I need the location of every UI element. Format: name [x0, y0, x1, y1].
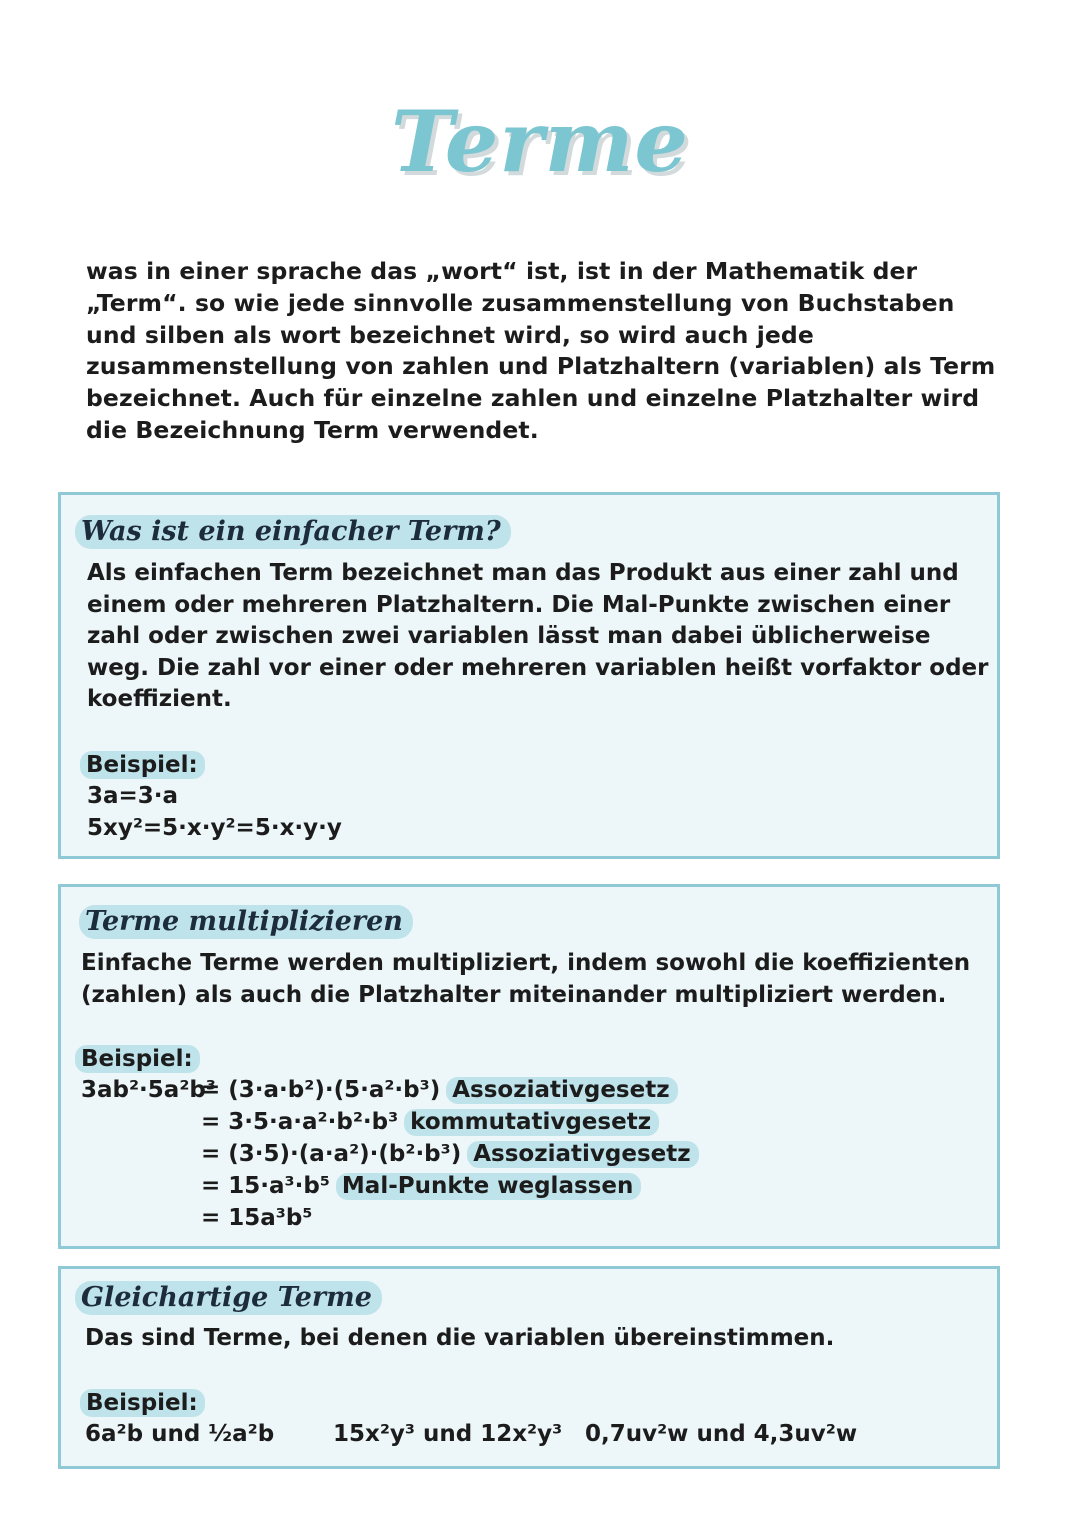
example-label: Beispiel:	[80, 751, 205, 779]
law-label: Assoziativgesetz	[446, 1077, 677, 1104]
equation-step	[201, 1075, 678, 1106]
section-multiply-terms	[58, 884, 1000, 1249]
step-expression: = 15a³b⁵	[201, 1205, 313, 1231]
equation-step	[201, 1139, 699, 1170]
equation-step	[201, 1107, 659, 1138]
section-text: Als einfachen Term bezeichnet man das Produkt aus einer zahl und einem oder mehreren Platzhaltern. Die Mal-Punkte zwischen einer zahl oder zwischen zwei variablen lässt man dabei üblicherweise weg. Die zahl vor einer oder mehreren variablen heißt vorfaktor oder koeffizient.	[87, 560, 989, 712]
step-expression: = 15·a³·b⁵	[201, 1173, 330, 1199]
example-line: 5xy²=5·x·y²=5·x·y·y	[87, 815, 342, 841]
section-text: Das sind Terme, bei denen die variablen übereinstimmen.	[85, 1325, 835, 1351]
law-label: Assoziativgesetz	[467, 1141, 698, 1168]
section-simple-term	[58, 492, 1000, 859]
section-heading: Terme multiplizieren	[79, 905, 413, 939]
equation-step	[201, 1203, 312, 1234]
example-item: 0,7uv²w und 4,3uv²w	[585, 1421, 858, 1447]
section-heading: Was ist ein einfacher Term?	[75, 515, 511, 549]
intro-paragraph: was in einer sprache das „wort“ ist, ist in der Mathematik der „Term“. so wie jede sinnvolle zusammenstellung von Buchstaben und silben als wort bezeichnet wird, so wird auch jede zusammenstellung von zahlen und Platzhaltern (variablen) als Term bezeichnet. Auch für einzelne zahlen und einzelne Platzhalter wird die Bezeichnung Term verwendet.	[86, 257, 996, 444]
equation-step	[201, 1171, 641, 1202]
section-similar-terms	[58, 1266, 1000, 1469]
example-line: 3a=3·a	[87, 783, 179, 809]
law-label: Mal-Punkte weglassen	[336, 1173, 641, 1200]
equation-lhs: 3ab²·5a²b³	[81, 1077, 216, 1103]
step-expression: = (3·5)·(a·a²)·(b²·b³)	[201, 1141, 462, 1167]
page-title: Terme	[391, 92, 689, 191]
step-expression: = 3·5·a·a²·b²·b³	[201, 1109, 399, 1135]
example-item: 6a²b und ½a²b	[85, 1421, 275, 1447]
law-label: kommutativgesetz	[404, 1109, 659, 1136]
step-expression: = (3·a·b²)·(5·a²·b³)	[201, 1077, 441, 1103]
example-label: Beispiel:	[75, 1045, 200, 1073]
section-heading: Gleichartige Terme	[75, 1281, 382, 1315]
example-label: Beispiel:	[80, 1389, 205, 1417]
section-text: Einfache Terme werden multipliziert, indem sowohl die koeffizienten (zahlen) als auch die Platzhalter miteinander multipliziert werden.	[81, 950, 971, 1008]
example-item: 15x²y³ und 12x²y³	[333, 1421, 563, 1447]
